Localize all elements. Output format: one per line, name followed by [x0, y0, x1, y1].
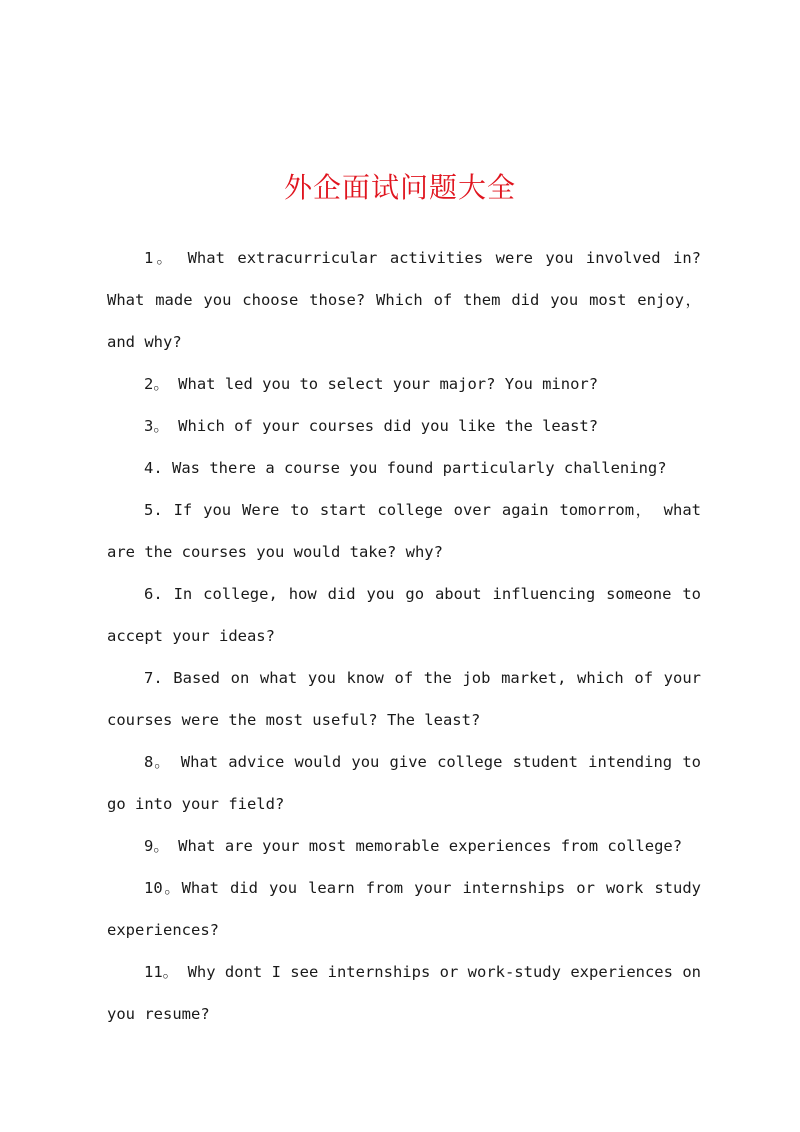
question-1: 1。 What extracurricular activities were you involved in? What made you choose those? Which of them did you most enjoy， and why? — [107, 249, 701, 351]
question-5: 5. If you Were to start college over again tomorrom， what are the courses you would take? why? — [107, 501, 701, 561]
page-title: 外企面试问题大全 — [283, 171, 516, 204]
question-7: 7. Based on what you know of the job market, which of your courses were the most useful? The least? — [107, 669, 701, 729]
question-11: 11。 Why dont I see internships or work-study experiences on you resume? — [107, 963, 701, 1023]
question-4: 4. Was there a course you found particularly challening? — [144, 459, 667, 477]
question-9: 9。 What are your most memorable experiences from college? — [144, 837, 683, 855]
question-10: 10。What did you learn from your internships or work study experiences? — [107, 879, 701, 939]
question-list — [107, 237, 701, 1035]
question-6: 6. In college, how did you go about influencing someone to accept your ideas? — [107, 585, 701, 645]
question-2: 2。 What led you to select your major? You minor? — [144, 375, 599, 393]
question-8: 8。 What advice would you give college student intending to go into your field? — [107, 753, 701, 813]
question-3: 3。 Which of your courses did you like the least? — [144, 417, 599, 435]
